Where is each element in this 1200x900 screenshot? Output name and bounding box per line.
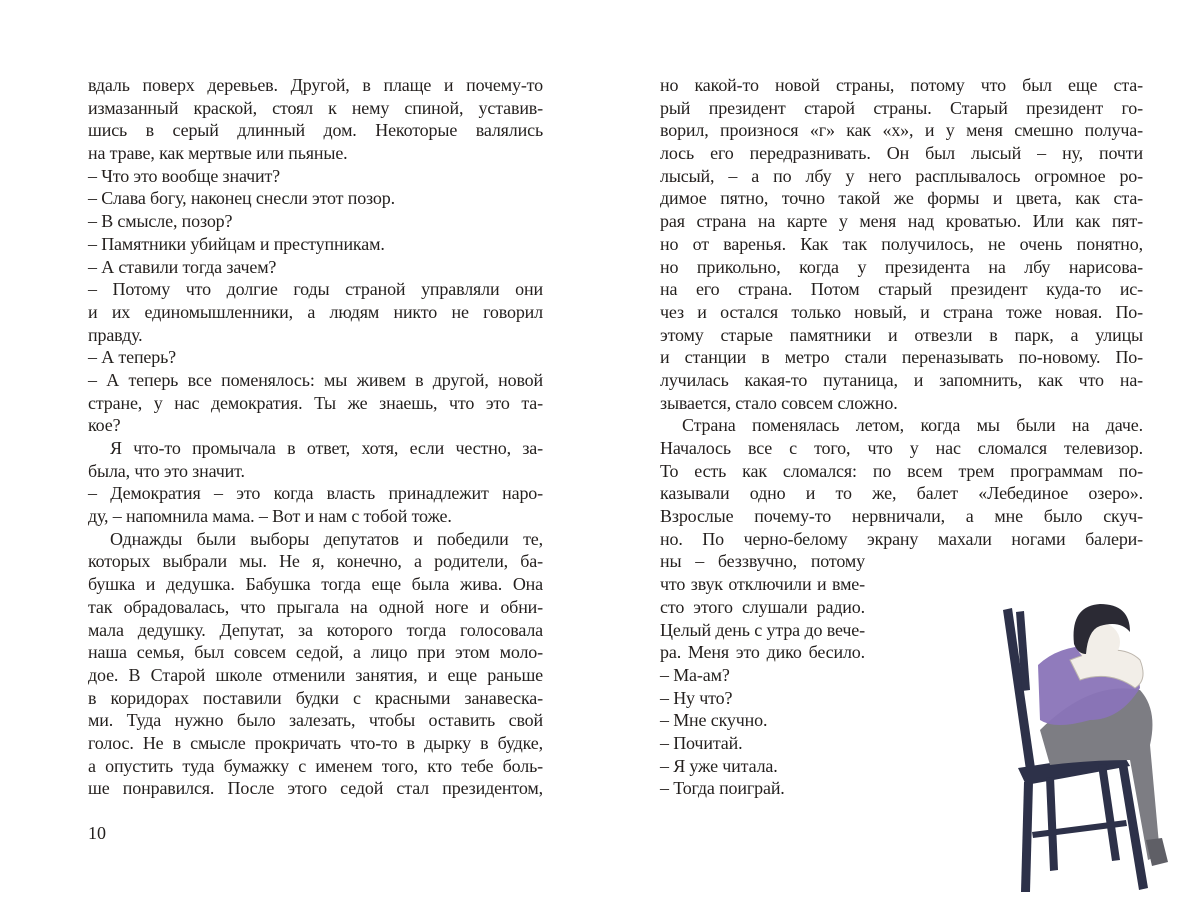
text-line: лось его передразнивать. Он был лысый – ну, почти	[660, 143, 1143, 164]
left-text-column	[88, 74, 543, 800]
text-line: – В смысле, позор?	[88, 211, 233, 232]
text-line: а опустить туда бумажку с именем того, кто тебе боль-	[88, 755, 543, 776]
text-line: – Ну что?	[660, 687, 733, 708]
text-line: измазанный краской, стоял к нему спиной, уставив-	[88, 97, 543, 118]
text-line: стране, у нас демократия. Ты же знаешь, что это та-	[88, 392, 543, 413]
text-line: ми. Туда нужно было залезать, чтобы оставить свой	[88, 710, 543, 731]
text-line: – Слава богу, наконец снесли этот позор.	[88, 188, 395, 209]
text-line: но от варенья. Как так получилось, не очень понятно,	[660, 233, 1143, 254]
text-line: но. По черно-белому экрану махали ногами балери-	[660, 528, 1143, 549]
text-line: ны – беззвучно, потому	[660, 551, 865, 572]
text-line: сто этого слушали радио.	[660, 596, 865, 617]
text-line: но прикольно, когда у президента на лбу нарисова-	[660, 256, 1143, 277]
text-line: – Что это вообще значит?	[88, 165, 281, 186]
girl-sock	[1146, 838, 1168, 866]
girl-on-chair-illustration	[970, 570, 1200, 900]
text-line: – Памятники убийцам и преступникам.	[88, 233, 385, 254]
text-line: – А теперь?	[88, 347, 177, 368]
text-line: – Я уже читала.	[660, 755, 778, 776]
text-line: дое. В Старой школе отменили занятия, и еще раньше	[88, 664, 543, 685]
text-line: – Потому что долгие годы страной управляли они	[88, 279, 543, 300]
text-line: – Демократия – это когда власть принадлежит наро-	[88, 483, 543, 504]
text-line: мала дедушку. Депутат, за которого тогда голосовала	[88, 619, 543, 640]
text-line: Целый день с утра до вече-	[660, 619, 865, 640]
text-line: Страна поменялась летом, когда мы были на даче.	[682, 415, 1143, 436]
text-line: на его страна. Потом старый президент куда-то ис-	[660, 279, 1143, 300]
chair-leg-front-left	[1021, 782, 1033, 892]
text-line: и станции в метро стали переназывать по-новому. По-	[660, 347, 1143, 368]
text-line: так обрадовалась, что прыгала на одной ноге и обни-	[88, 596, 543, 617]
chair-leg-back-left	[1046, 777, 1058, 871]
text-line: казывали одно и то же, балет «Лебединое озеро».	[660, 483, 1143, 504]
text-line: Однажды были выборы депутатов и победили те,	[110, 528, 543, 549]
text-line: рая страна на карте у меня над кроватью. Или как пят-	[660, 211, 1143, 232]
text-line: чез и остался только новый, и страна тоже новая. По-	[660, 301, 1143, 322]
text-line: То есть как сломался: по всем трем программам по-	[660, 460, 1143, 481]
text-line: что звук отключили и вме-	[660, 574, 865, 595]
text-line: но какой-то новой страны, потому что был еще ста-	[660, 75, 1143, 95]
right-page	[600, 0, 1200, 900]
text-line: кое?	[88, 415, 121, 436]
text-line: голос. Не в смысле прокричать что-то в дырку в будке,	[88, 732, 543, 753]
text-line: этому старые памятники и отвезли в парк, а улицы	[660, 324, 1143, 345]
text-line: – Почитай.	[660, 732, 743, 753]
chair-leg-back-right	[1098, 764, 1120, 861]
text-line: Взрослые почему-то нервничали, а мне было скуч-	[660, 506, 1143, 527]
text-line: – А теперь все поменялось: мы живем в другой, новой	[88, 369, 543, 390]
text-line: бушка и дедушка. Бабушка тогда еще была жива. Она	[88, 574, 543, 595]
text-line: рый президент старой страны. Старый президент го-	[660, 97, 1143, 118]
text-line: ше понравился. После этого седой стал президентом,	[88, 778, 543, 799]
text-line: зывается, стало совсем сложно.	[660, 392, 898, 413]
text-line: была, что это значит.	[88, 460, 245, 481]
page-number: 10	[88, 823, 106, 843]
text-line: наша семья, был совсем седой, а лицо при этом моло-	[88, 642, 543, 663]
text-line: шись в серый длинный дом. Некоторые валялись	[88, 120, 543, 141]
text-line: и их единомышленники, а людям никто не говорил	[88, 301, 543, 322]
text-line: которых выбрали мы. Не я, конечно, а родители, ба-	[88, 551, 543, 572]
text-line: димое пятно, точно такой же формы и цвета, как ста-	[660, 188, 1143, 209]
text-line: на траве, как мертвые или пьяные.	[88, 143, 348, 164]
text-line: вдаль поверх деревьев. Другой, в плаще и почему-то	[88, 75, 543, 95]
text-line: ду, – напомнила мама. – Вот и нам с тобой тоже.	[88, 506, 452, 527]
text-line: – Ма-ам?	[660, 664, 730, 685]
text-line: – А ставили тогда зачем?	[88, 256, 277, 277]
text-line: правду.	[88, 324, 143, 345]
text-line: Я что-то промычала в ответ, хотя, если честно, за-	[110, 438, 543, 458]
text-line: – Мне скучно.	[660, 710, 768, 731]
text-line: лысый, – а по лбу у него расплывалось огромное ро-	[660, 165, 1143, 186]
text-line: Началось все с того, что у нас сломался телевизор.	[660, 438, 1143, 458]
text-line: лучилась какая-то путаница, и запомнить, как что на-	[660, 369, 1143, 390]
text-line: ра. Меня это дико бесило.	[660, 642, 865, 663]
text-line: – Тогда поиграй.	[660, 778, 785, 799]
text-line: ворил, произнося «г» как «х», и у меня смешно получа-	[660, 120, 1143, 141]
text-line: в коридорах поставили будки с красными занавеска-	[88, 687, 543, 708]
